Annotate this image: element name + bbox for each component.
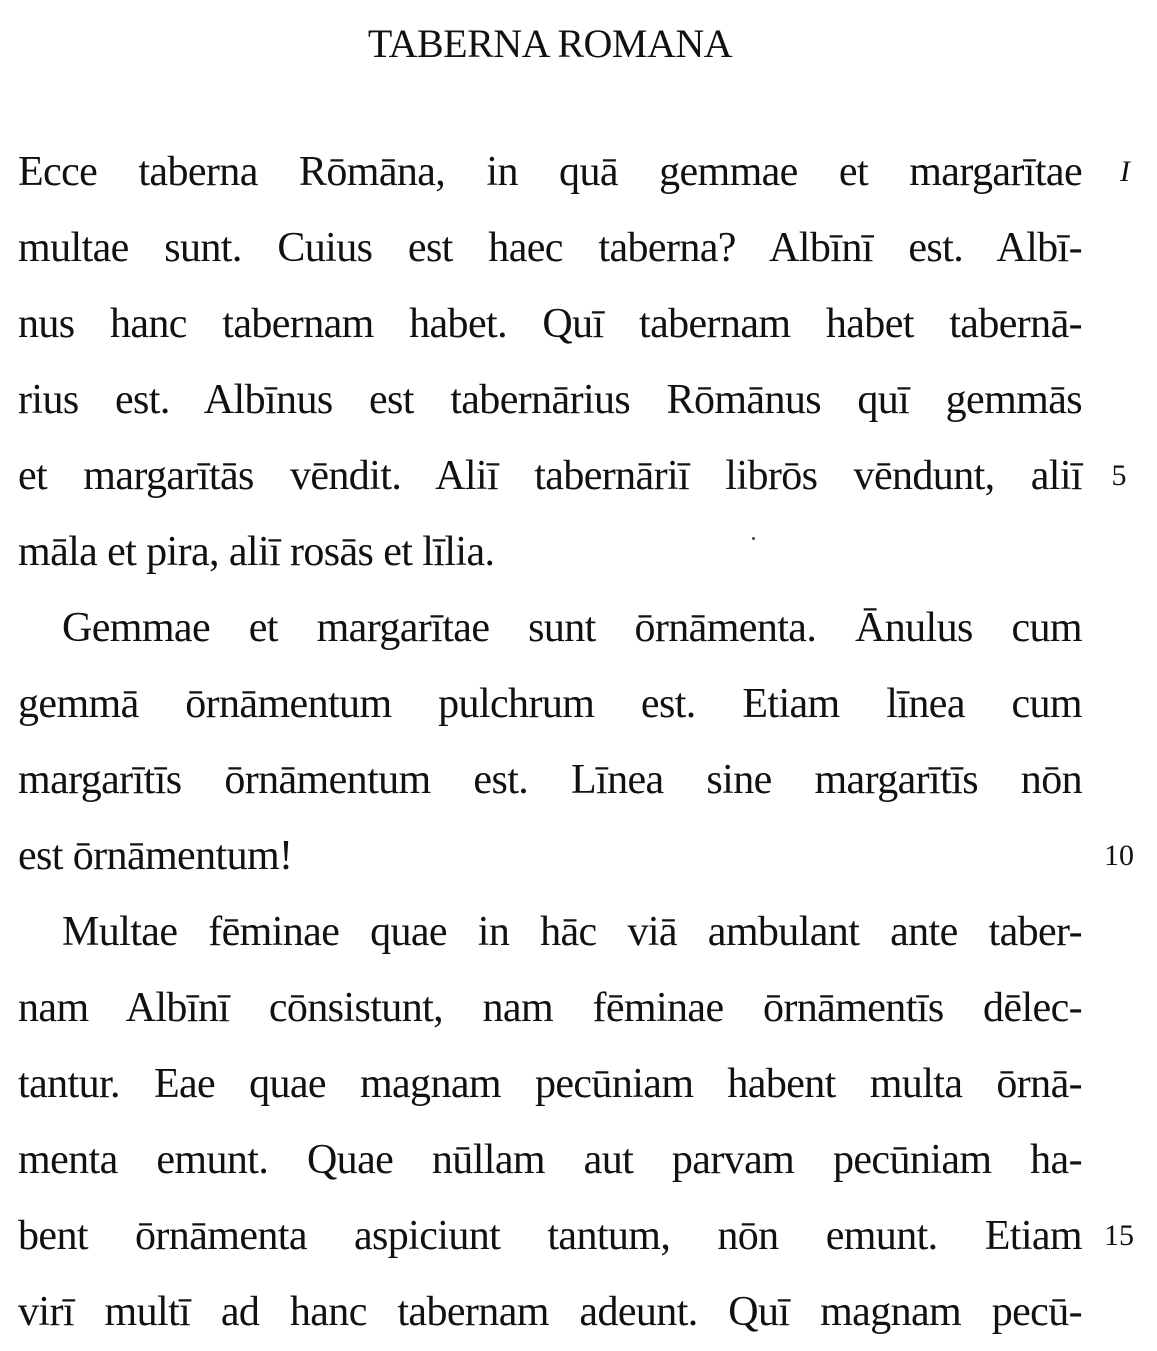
text-line: Multae fēminae quae in hāc viā ambulant ante taber- [62, 909, 1082, 955]
text-line: nam Albīnī cōnsistunt, nam fēminae ōrnāmentīs dēlec- [18, 985, 1082, 1031]
text-line: Gemmae et margarītae sunt ōrnāmenta. Ānulus cum [62, 605, 1082, 651]
text-line: et margarītās vēndit. Aliī tabernāriī librōs vēndunt, aliī [18, 453, 1082, 499]
text-line: rius est. Albīnus est tabernārius Rōmānus quī gemmās [18, 377, 1082, 423]
text-line: virī multī ad hanc tabernam adeunt. Quī magnam pecū- [18, 1289, 1082, 1335]
text-line: menta emunt. Quae nūllam aut parvam pecūniam ha- [18, 1137, 1082, 1183]
text-line: est ōrnāmentum! [18, 833, 293, 879]
line-number: I [1120, 155, 1130, 188]
line-number: 10 [1104, 839, 1134, 872]
text-line: Ecce taberna Rōmāna, in quā gemmae et margarītae [18, 149, 1082, 195]
text-line: māla et pira, aliī rosās et līlia. [18, 529, 495, 575]
line-number: 15 [1104, 1219, 1134, 1252]
text-line: tantur. Eae quae magnam pecūniam habent multa ōrnā- [18, 1061, 1082, 1107]
text-line: gemmā ōrnāmentum pulchrum est. Etiam līnea cum [18, 681, 1082, 727]
text-line: bent ōrnāmenta aspiciunt tantum, nōn emunt. Etiam [18, 1213, 1082, 1259]
text-line: multae sunt. Cuius est haec taberna? Albīnī est. Albī- [18, 225, 1082, 271]
text-line: nus hanc tabernam habet. Quī tabernam habet tabernā- [18, 301, 1082, 347]
text-line: margarītīs ōrnāmentum est. Līnea sine margarītīs nōn [18, 757, 1082, 803]
chapter-title: TABERNA ROMANA [367, 21, 733, 66]
print-speck [752, 537, 755, 540]
line-number: 5 [1111, 459, 1127, 492]
